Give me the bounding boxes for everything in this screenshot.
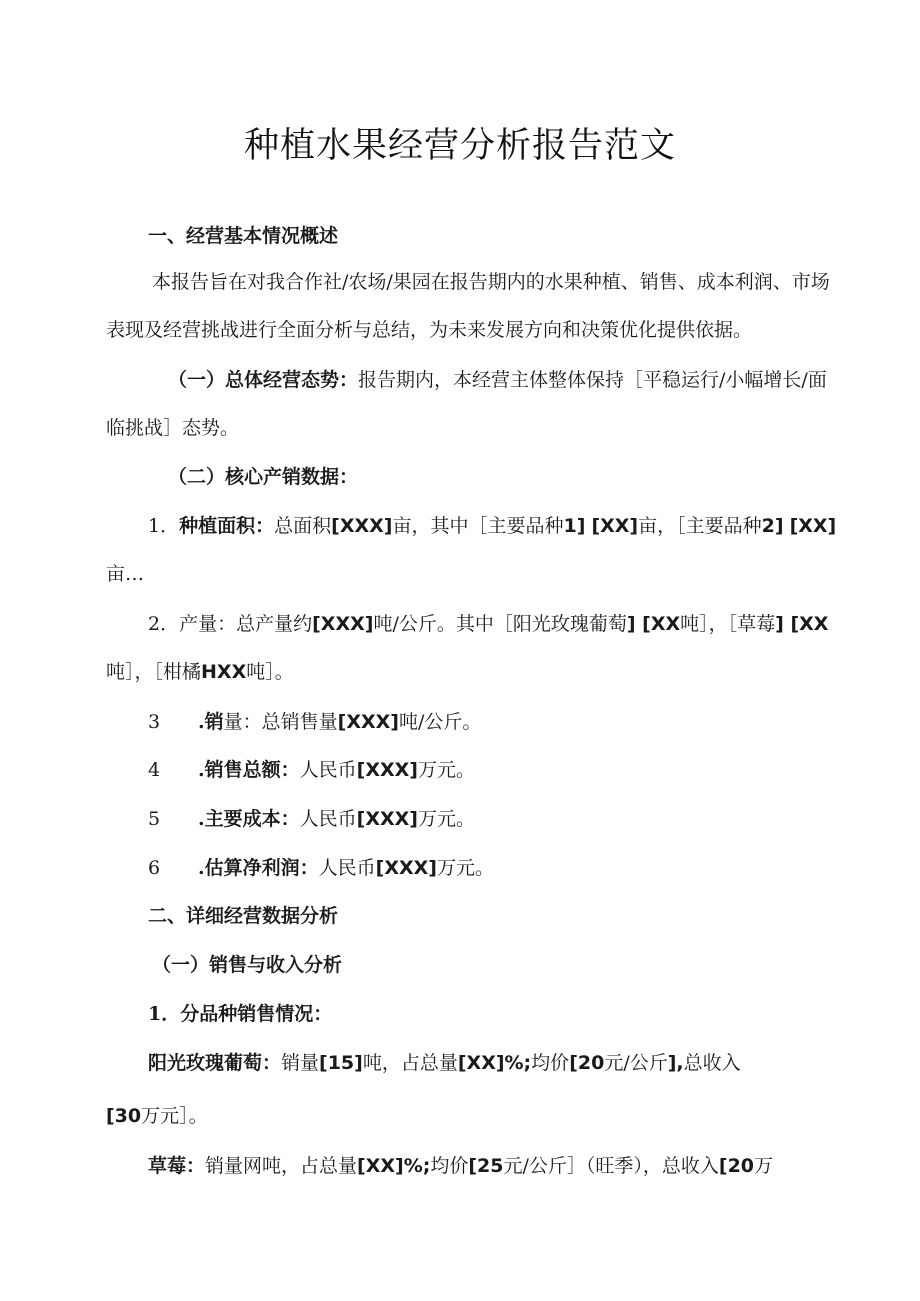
item2-hxx: HXX (201, 661, 247, 683)
straw-label: 草莓： (148, 1155, 206, 1177)
grape-text-d: 元/公斤 (604, 1052, 668, 1074)
item1-num: 1． (148, 515, 180, 537)
intro-line-1: 本报告旨在对我合作社/农场/果园在报告期内的水果种植、销售、成本利润、市场 (152, 271, 830, 293)
variety-heading: 1．分品种销售情况： (148, 1003, 333, 1025)
item2-line (148, 610, 828, 638)
item6-text-b: 万元。 (436, 857, 494, 879)
straw-text-b: 均价 (430, 1155, 469, 1177)
item6-line (148, 854, 494, 882)
item1-xx2: [XX] (789, 515, 837, 537)
grape-text-b: 吨，占总量 (362, 1052, 458, 1074)
item6-label: .估算净利润： (198, 857, 319, 879)
grape-text-e: 总收入 (683, 1052, 741, 1074)
item2-text-c: 吨］，［草莓 (680, 613, 776, 635)
grape-label: 阳光玫瑰葡萄： (148, 1052, 282, 1074)
grape-cont (106, 1102, 208, 1130)
item2-cont (106, 658, 294, 686)
item5-xxx: [XXX] (356, 808, 418, 830)
item2-text-b: 吨/公斤。其中［阳光玫瑰葡萄 (373, 613, 627, 635)
item1-line (148, 512, 836, 540)
item1-text-a: 总面积 (274, 515, 332, 537)
straw-text-d: 万 (754, 1155, 774, 1177)
item5-text-a: 人民币 (299, 808, 357, 830)
overall-label: （一）总体经营态势： (168, 369, 359, 391)
straw-text-c: 元/公斤］（旺季），总收入 (503, 1155, 719, 1177)
grape-v1: [15] (319, 1052, 363, 1074)
strawberry-line (148, 1152, 773, 1180)
straw-v3: [20 (718, 1155, 755, 1177)
item6-text-a: 人民币 (318, 857, 376, 879)
intro-line-2: 表现及经营挑战进行全面分析与总结，为未来发展方向和决策优化提供依据。 (106, 319, 753, 341)
item4-label: .销售总额： (198, 759, 300, 781)
item4-text-a: 人民币 (299, 759, 357, 781)
section1-heading: 一、经营基本情况概述 (148, 225, 339, 247)
grape-v4: ], (667, 1052, 684, 1074)
item5-line (148, 805, 475, 833)
item2-xx1: ] [XX (626, 613, 681, 635)
grape-cont-v: [30 (106, 1105, 142, 1127)
grape-v2: [XX]%; (457, 1052, 532, 1074)
overall-line-2: 临挑战］态势。 (106, 417, 240, 439)
item1-v1: 1] (563, 515, 586, 537)
grape-text-c: 均价 (531, 1052, 570, 1074)
item3-label: .销 (198, 711, 224, 733)
item1-text-c: 亩，［主要品种 (638, 515, 762, 537)
item1-xxx: [XXX] (331, 515, 393, 537)
item1-prefix: 种 (179, 515, 199, 537)
sales-heading: （一）销售与收入分析 (152, 954, 343, 976)
item3-xxx: [XXX] (337, 711, 399, 733)
item1-cont: 亩… (106, 563, 145, 585)
document-title: 种植水果经营分析报告范文 (243, 126, 676, 166)
grape-line (148, 1049, 741, 1077)
item3-text-b: 吨/公斤。 (398, 711, 482, 733)
item1-label: 植面积： (198, 515, 275, 537)
item4-line (148, 756, 475, 784)
item3-line (148, 708, 481, 736)
item2-text-a: 产量：总产量约 (179, 613, 313, 635)
straw-text-a: 销量网吨，占总量 (205, 1155, 358, 1177)
item6-num: 6 (148, 857, 161, 879)
item3-text-a: 量：总销售量 (223, 711, 338, 733)
grape-v3: [20 (569, 1052, 605, 1074)
item5-num: 5 (148, 808, 161, 830)
item2-cont-b: 吨］。 (246, 661, 294, 683)
section2-heading: 二、详细经营数据分析 (148, 905, 339, 927)
overall-text: 报告期内，本经营主体整体保持［平稳运行/小幅增长/面 (358, 369, 827, 391)
grape-cont-text: 万元］。 (141, 1105, 208, 1127)
item1-xx1: [XX] (591, 515, 639, 537)
item2-cont-a: 吨］，［柑橘 (106, 661, 202, 683)
item5-text-b: 万元。 (417, 808, 475, 830)
item6-xxx: [XXX] (375, 857, 437, 879)
straw-v1: [XX]%; (357, 1155, 431, 1177)
item2-num: 2． (148, 613, 180, 635)
item1-text-b: 亩，其中［主要品种 (392, 515, 564, 537)
item2-xx2: ] [XX (775, 613, 829, 635)
item4-num: 4 (148, 759, 161, 781)
straw-v2: [25 (468, 1155, 504, 1177)
grape-text-a: 销量 (281, 1052, 320, 1074)
core-heading: （二）核心产销数据： (168, 466, 359, 488)
item4-text-b: 万元。 (417, 759, 475, 781)
item3-num: 3 (148, 711, 161, 733)
item5-label: .主要成本： (198, 808, 300, 830)
item2-xxx: [XXX] (312, 613, 374, 635)
item1-v2: 2] (761, 515, 784, 537)
overall-line-1 (168, 366, 827, 394)
item4-xxx: [XXX] (356, 759, 418, 781)
